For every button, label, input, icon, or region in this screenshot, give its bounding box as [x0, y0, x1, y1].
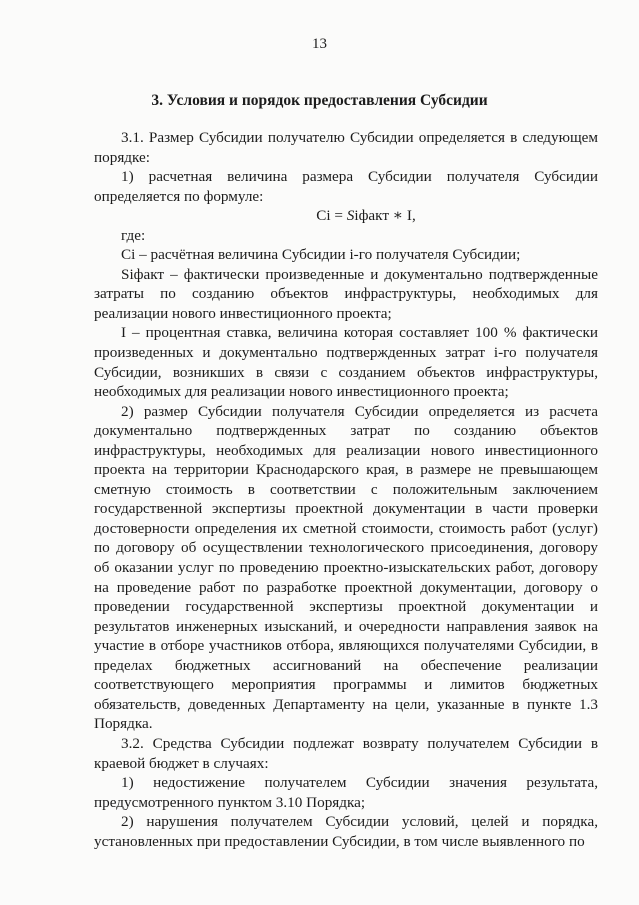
definition-i: I – процентная ставка, величина которая составляет 100 % фактически произведенных и документально подтвержденных затрат i-го получателя Субсидии, возникших в связи с созданием объектов инфраструктуры, необходимых для реализации нового инвестиционного проекта;	[94, 324, 598, 401]
paragraph-size-calculation: 2) размер Субсидии получателя Субсидии определяется из расчета документально подтвержденных затрат по созданию объектов инфраструктуры, необходимых для реализации нового инвестиционного проекта на территории Краснодарского края, в размере не превышающем сметную стоимость в соответствии с положительным заключением государственной экспертизы проектной документации в части проверки достоверности определения их сметной стоимости, стоимость работ (услуг) по договору об осуществлении технологического присоединения, договору об оказании услуг по проведению проектно-изыскательских работ, договору на проведение работ по разработке проектной документации, договору о проведении государственной экспертизы проектной документации и результатов инженерных изысканий, и очередности направления заявок на участие в отборе участников отбора, являющихся получателями Субсидии, в пределах бюджетных ассигнований на обеспечение реализации соответствующего мероприятия программы и лимитов бюджетных обязательств, доведенных Департаменту на цели, указанные в пункте 1.3 Порядка.	[94, 402, 598, 733]
formula-left: Ci =	[316, 207, 347, 225]
section-title: 3. Условия и порядок предоставления Субсидии	[151, 92, 488, 109]
paragraph-3-2-item-1: 1) недостижение получателем Субсидии значения результата, предусмотренного пунктом 3.10 Порядка;	[94, 774, 598, 811]
formula	[94, 206, 598, 226]
definition-ci: Ci – расчётная величина Субсидии i-го получателя Субсидии;	[121, 246, 521, 264]
paragraph-formula-intro: 1) расчетная величина размера Субсидии получателя Субсидии определяется по формуле:	[94, 168, 598, 205]
page-number: 13	[312, 36, 327, 52]
document-body	[94, 128, 598, 851]
formula-s-symbol: S	[346, 207, 355, 225]
paragraph-3-1: 3.1. Размер Субсидии получателю Субсидии определяется в следующем порядке:	[94, 129, 598, 166]
definition-sifakt: Siфакт – фактически произведенные и документально подтвержденные затраты по созданию объектов инфраструктуры, необходимых для реализации нового инвестиционного проекта;	[94, 265, 598, 322]
where-label: где:	[121, 226, 146, 244]
paragraph-3-2-item-2: 2) нарушения получателем Субсидии условий, целей и порядка, установленных при предоставлении Субсидии, в том числе выявленного по	[94, 813, 598, 850]
paragraph-3-2: 3.2. Средства Субсидии подлежат возврату получателем Субсидии в краевой бюджет в случаях:	[94, 734, 598, 772]
formula-right: iфакт ∗ I,	[354, 207, 416, 225]
